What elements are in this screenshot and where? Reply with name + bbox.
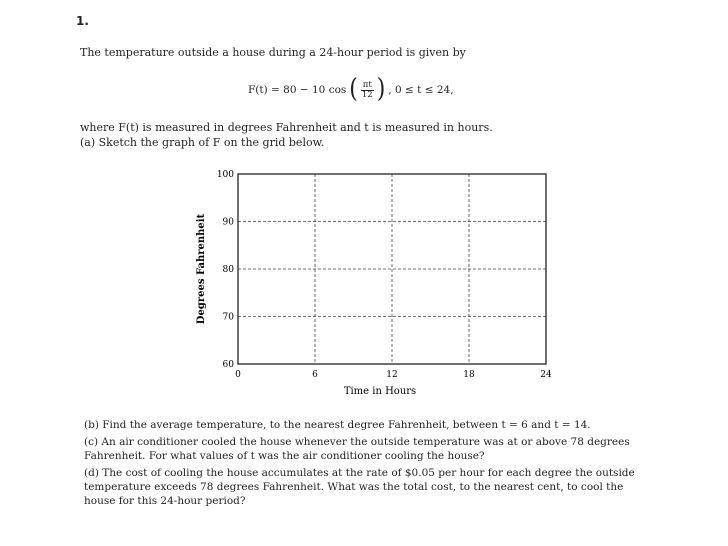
x-axis-label: Time in Hours <box>343 386 417 397</box>
x-tick-label: 6 <box>312 370 318 380</box>
formula-domain: , 0 ≤ t ≤ 24, <box>388 84 454 96</box>
x-tick-label: 12 <box>386 370 398 380</box>
temperature-grid-chart <box>190 160 570 400</box>
y-tick-label: 100 <box>216 170 234 180</box>
chart-grid <box>238 174 546 364</box>
fraction-numerator: πt <box>362 79 372 90</box>
x-tick-label: 0 <box>235 370 241 380</box>
formula-lhs: F(t) = 80 − 10 cos <box>248 84 347 96</box>
problem-number: 1. <box>76 14 89 28</box>
part-a-text: (a) Sketch the graph of F on the grid below. <box>80 136 325 149</box>
y-axis-label: Degrees Fahrenheit <box>196 213 207 325</box>
fraction-denominator: 12 <box>361 89 373 100</box>
questions <box>84 418 644 508</box>
part-c-text: (c) An air conditioner cooled the house whenever the outside temperature was at or above 78 degrees Fahrenheit. For what values of t was the air conditioner cooling the house? <box>84 436 630 462</box>
y-tick-label: 90 <box>222 217 234 228</box>
part-d-text: (d) The cost of cooling the house accumulates at the rate of $0.05 per hour for each degree the outside temperature exceeds 78 degrees Fahrenheit. What was the total cost, to the nearest cent, to cool the house for this 24-hour period? <box>84 467 635 507</box>
where-text: where F(t) is measured in degrees Fahrenheit and t is measured in hours. <box>80 121 493 134</box>
x-tick-label: 18 <box>463 370 475 380</box>
formula-fraction <box>361 81 374 100</box>
x-tick-label: 24 <box>540 370 552 380</box>
y-tick-label: 70 <box>222 312 234 323</box>
part-b-text: (b) Find the average temperature, to the nearest degree Fahrenheit, between t = 6 and t = 14. <box>84 419 591 431</box>
temperature-formula: F(t) = 80 − 10 cos ( $\frac{\pi t}{12}$ ) , 0 ≤ t ≤ 24, <box>248 74 454 105</box>
chart-ticks <box>217 170 552 380</box>
y-tick-label: 80 <box>222 265 234 275</box>
intro-text: The temperature outside a house during a 24-hour period is given by <box>80 46 466 59</box>
y-tick-label: 60 <box>222 360 234 370</box>
